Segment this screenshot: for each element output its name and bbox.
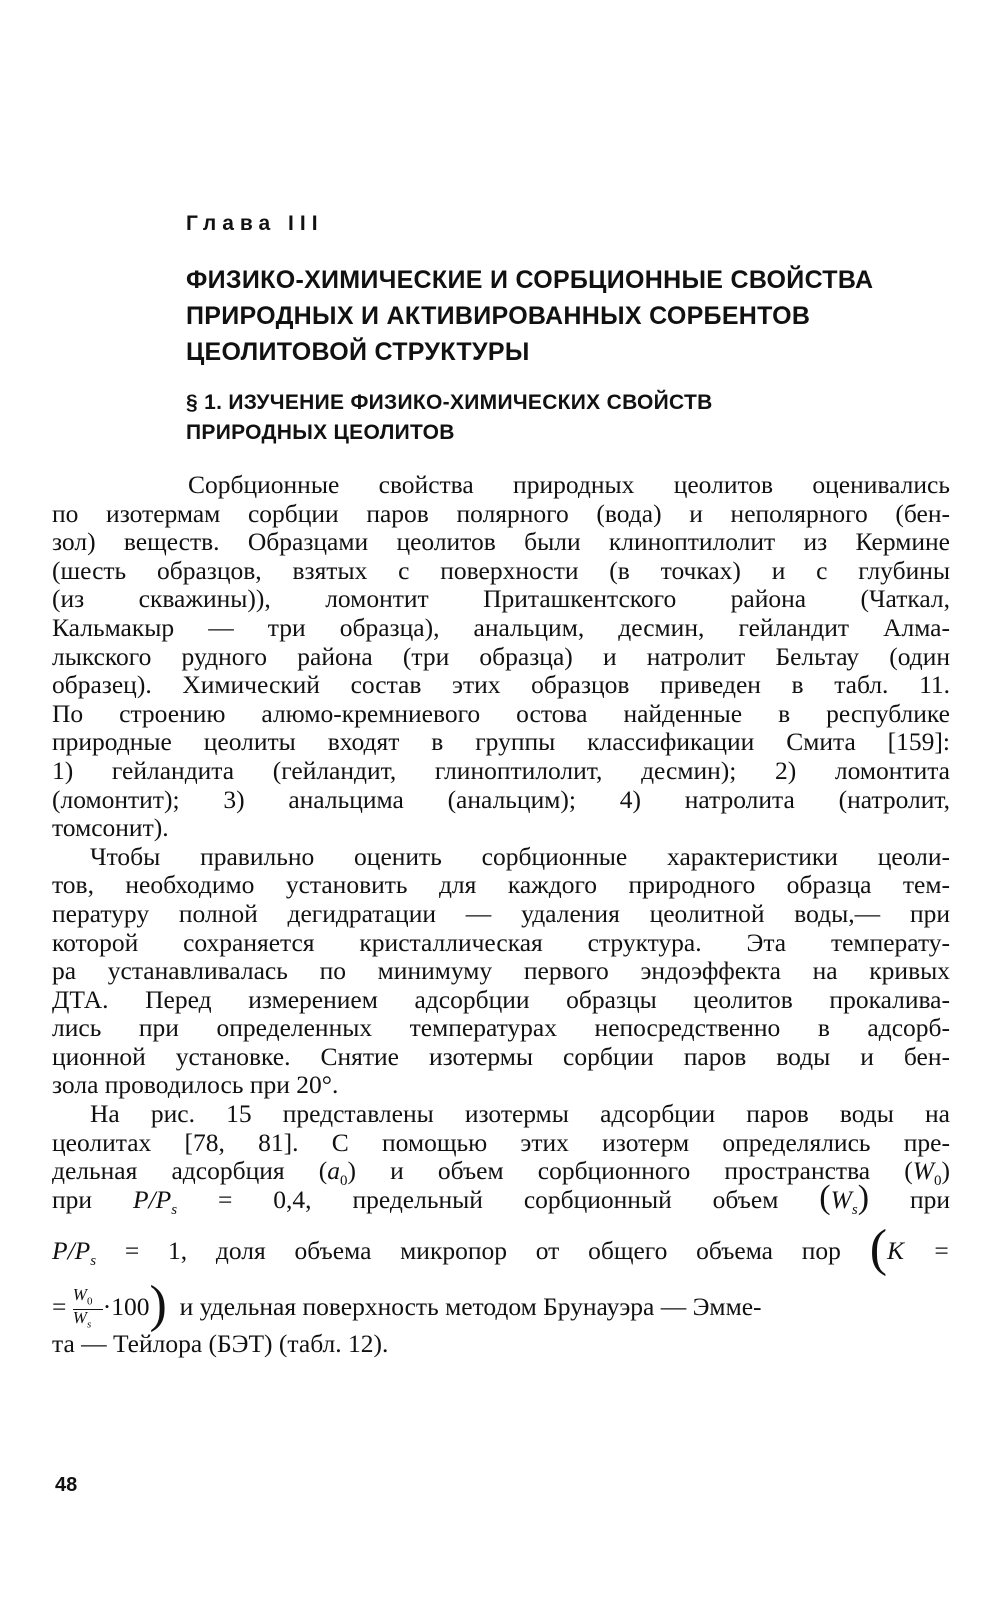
text-line: ционной установке. Снятие изотермы сорбции паров воды и бен- <box>52 1041 950 1071</box>
section-heading-line: ПРИРОДНЫХ ЦЕОЛИТОВ <box>186 421 455 444</box>
text-fragment: дельная адсорбция ( <box>52 1156 328 1186</box>
text-line: (ломонтит); 3) анальцима (анальцим); 4) натролита (натролит, <box>52 784 950 814</box>
ps-subscript: s <box>171 1201 178 1218</box>
fraction-numerator-sub: 0 <box>86 1295 93 1308</box>
text-fragment: ) и объем сорбционного пространства ( <box>347 1156 913 1186</box>
chapter-title <box>186 262 946 370</box>
text-line: та — Тейлора (БЭТ) (табл. 12). <box>52 1329 389 1359</box>
a0-subscript: 0 <box>339 1173 348 1190</box>
fraction-numerator: W <box>72 1284 87 1304</box>
formula-line: $P/P_s = 1$, доля объема микропор от общего объема пор (K = <box>52 1220 951 1278</box>
p-over-ps: P/P <box>52 1236 91 1266</box>
text-line: тов, необходимо установить для каждого природного образца тем- <box>52 870 950 900</box>
text-line: образец). Химический состав этих образцов приведен в табл. 11. <box>52 670 950 700</box>
chapter-label: Глава III <box>186 212 324 235</box>
section-heading <box>186 388 946 448</box>
text-fragment: предельный сорбционный объем <box>352 1184 779 1214</box>
a0-symbol: a <box>327 1156 340 1186</box>
text-line: Кальмакыр — три образца), анальцим, десмин, гейландит Алма- <box>52 612 950 642</box>
p-over-ps: P/P <box>132 1184 172 1214</box>
text-fragment: при <box>52 1184 93 1214</box>
equals-sign: = <box>52 1292 67 1322</box>
page-number: 48 <box>55 1474 78 1496</box>
k-symbol: K = <box>887 1236 951 1266</box>
fraction <box>72 1284 103 1333</box>
chapter-title-line: ЦЕОЛИТОВОЙ СТРУКТУРЫ <box>186 338 530 366</box>
multiplier: ·100 <box>102 1292 150 1322</box>
fraction-denominator: W <box>72 1308 87 1328</box>
text-fragment: ) <box>941 1156 950 1186</box>
ws-symbol: W <box>830 1184 852 1214</box>
w0-symbol: W <box>912 1156 934 1186</box>
text-line: цеолитах [78, 81]. С помощью этих изотерм определялись пре- <box>52 1127 950 1157</box>
formula-line <box>52 1156 950 1190</box>
text-line: (из скважины)), ломонтит Приташкентского района (Чаткал, <box>52 584 950 614</box>
text-line: Чтобы правильно оценить сорбционные характеристики цеоли- <box>90 841 950 871</box>
text-line: томсонит). <box>52 813 169 843</box>
fraction-denominator-sub: s <box>86 1318 92 1331</box>
chapter-title-line: ПРИРОДНЫХ И АКТИВИРОВАННЫХ СОРБЕНТОВ <box>186 302 811 330</box>
text-fragment: и удельная поверхность методом Брунауэра — Эмме- <box>179 1292 762 1322</box>
text-line: (шесть образцов, взятых с поверхности (в точках) и с глубины <box>52 555 950 585</box>
text-line: На рис. 15 представлены изотермы адсорбции паров воды на <box>90 1099 950 1129</box>
chapter-title-line: ФИЗИКО-ХИМИЧЕСКИЕ И СОРБЦИОННЫЕ СВОЙСТВА <box>186 266 874 294</box>
formula-line: при $P/P_s = 0,4$, предельный сорбционный объем $(W_s)$ при <box>52 1178 951 1218</box>
w0-subscript: 0 <box>933 1173 942 1190</box>
section-heading-line: § 1. ИЗУЧЕНИЕ ФИЗИКО-ХИМИЧЕСКИХ СВОЙСТВ <box>186 391 713 414</box>
text-line: природные цеолиты входят в группы классификации Смита [159]: <box>52 727 950 757</box>
text-line: ДТА. Перед измерением адсорбции образцы цеолитов прокалива- <box>52 984 950 1014</box>
text-line: лись при определенных температурах непосредственно в адсорб- <box>52 1013 950 1043</box>
text-line: лыкского рудного района (три образца) и натролит Бельтау (один <box>52 641 950 671</box>
text-line: 1) гейландита (гейландит, глиноптилолит, десмин); 2) ломонтита <box>52 755 950 785</box>
text-line: зола проводилось при 20°. <box>52 1070 339 1100</box>
text-fragment: при <box>909 1184 951 1214</box>
text-fragment: = 0,4, <box>177 1184 312 1214</box>
formula-line: = $\frac{W_0}{W_s}$ ·100) и удельная поверхность методом Брунауэра — Эмме- <box>52 1276 762 1334</box>
text-line: по изотермам сорбции паров полярного (вода) и неполярного (бен- <box>52 498 950 528</box>
ps-subscript: s <box>90 1253 97 1270</box>
text-line: По строению алюмо-кремниевого остова найденные в республике <box>52 698 950 728</box>
text-fragment: = 1, доля объема микропор от общего объема пор <box>96 1236 841 1266</box>
text-line: Сорбционные свойства природных цеолитов оценивались <box>188 470 950 499</box>
text-line: зол) веществ. Образцами цеолитов были клиноптилолит из Кермине <box>52 527 950 557</box>
body-text <box>52 471 950 1359</box>
text-line: которой сохраняется кристаллическая структура. Эта температу- <box>52 927 950 957</box>
ws-subscript: s <box>851 1201 858 1218</box>
text-line: пературу полной дегидратации — удаления цеолитной воды,— при <box>52 898 950 928</box>
text-line: ра устанавливалась по минимуму первого эндоэффекта на кривых <box>52 956 950 986</box>
